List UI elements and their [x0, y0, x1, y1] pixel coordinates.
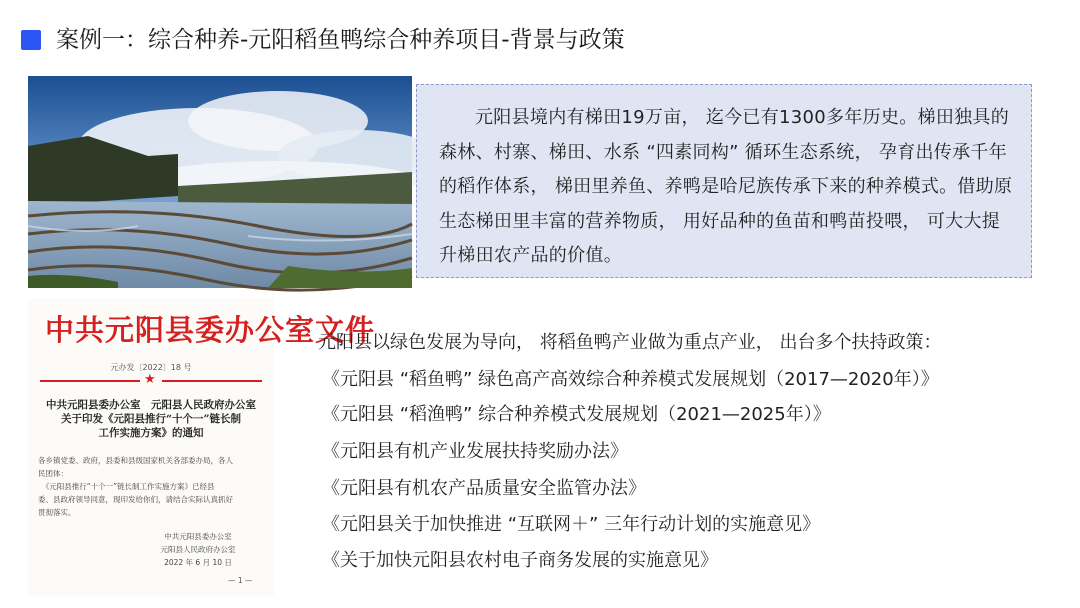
policy-item: 《元阳县关于加快推进 “互联网＋” 三年行动计划的实施意见》: [322, 514, 821, 535]
document-signature: [138, 530, 258, 569]
subject-line: 关于印发《元阳县推行“十个一”链长制: [60, 413, 242, 425]
policy-item: 《元阳县有机农产品质量安全监管办法》: [322, 478, 646, 499]
document-page-number: — 1 —: [228, 576, 253, 585]
signature-date: 2022 年 6 月 10 日: [164, 558, 232, 567]
subject-line: 中共元阳县委办公室 元阳县人民政府办公室: [46, 399, 256, 411]
subject-line: 工作实施方案》的通知: [98, 427, 204, 439]
landscape-image: [28, 76, 412, 288]
body-line: 各乡镇党委、政府，县委和县级国家机关各部委办局，各人: [38, 456, 233, 465]
policy-item: 《关于加快元阳县农村电子商务发展的实施意见》: [322, 550, 718, 571]
title-marker-icon: [21, 30, 41, 50]
red-rule-left: [40, 380, 140, 382]
document-body: [38, 454, 264, 519]
body-line: 贯彻落实。: [38, 508, 76, 517]
document-heading: 中共元阳县委办公室文件: [45, 313, 376, 347]
red-star-icon: ★: [144, 372, 156, 387]
intro-paragraph: 元阳县境内有梯田19万亩， 迄今已有1300多年历史。梯田独具的森林、村寨、梯田、水系 “四素同构” 循环生态系统， 孕育出传承千年的稻作体系， 梯田里养鱼、养鸭是哈尼族传承下来的种养模式。借助原生态梯田里丰富的营养物质， 用好品种的鱼苗和鸭苗投喂， 可大大提升梯田农产品的价值。: [439, 107, 1013, 266]
document-subject: [34, 398, 268, 440]
policy-document-image: [28, 298, 376, 596]
intro-text-box: [416, 84, 1032, 278]
policy-item: 《元阳县 “稻渔鸭” 综合种养模式发展规划（2021—2025年）》: [322, 404, 831, 425]
policy-intro: 元阳县以绿色发展为导向， 将稻鱼鸭产业做为重点产业， 出台多个扶持政策：: [318, 332, 942, 353]
signature-line: 元阳县人民政府办公室: [160, 545, 236, 554]
body-line: 民团体：: [38, 469, 68, 478]
red-rule-right: [162, 380, 262, 382]
document-number: 元办发〔2022〕18 号: [110, 363, 192, 372]
policy-item: 《元阳县 “稻鱼鸭” 绿色高产高效综合种养模式发展规划（2017—2020年）》: [322, 369, 939, 390]
terraced-fields-photo: [28, 76, 412, 288]
policy-item: 《元阳县有机产业发展扶持奖励办法》: [322, 441, 628, 462]
body-line: 《元阳县推行“十个一”链长制工作实施方案》已经县: [38, 482, 215, 491]
page-title: 案例一：综合种养-元阳稻鱼鸭综合种养项目-背景与政策: [56, 27, 625, 53]
signature-line: 中共元阳县委办公室: [164, 532, 232, 541]
body-line: 委、县政府领导同意，现印发给你们，请结合实际认真抓好: [38, 495, 233, 504]
